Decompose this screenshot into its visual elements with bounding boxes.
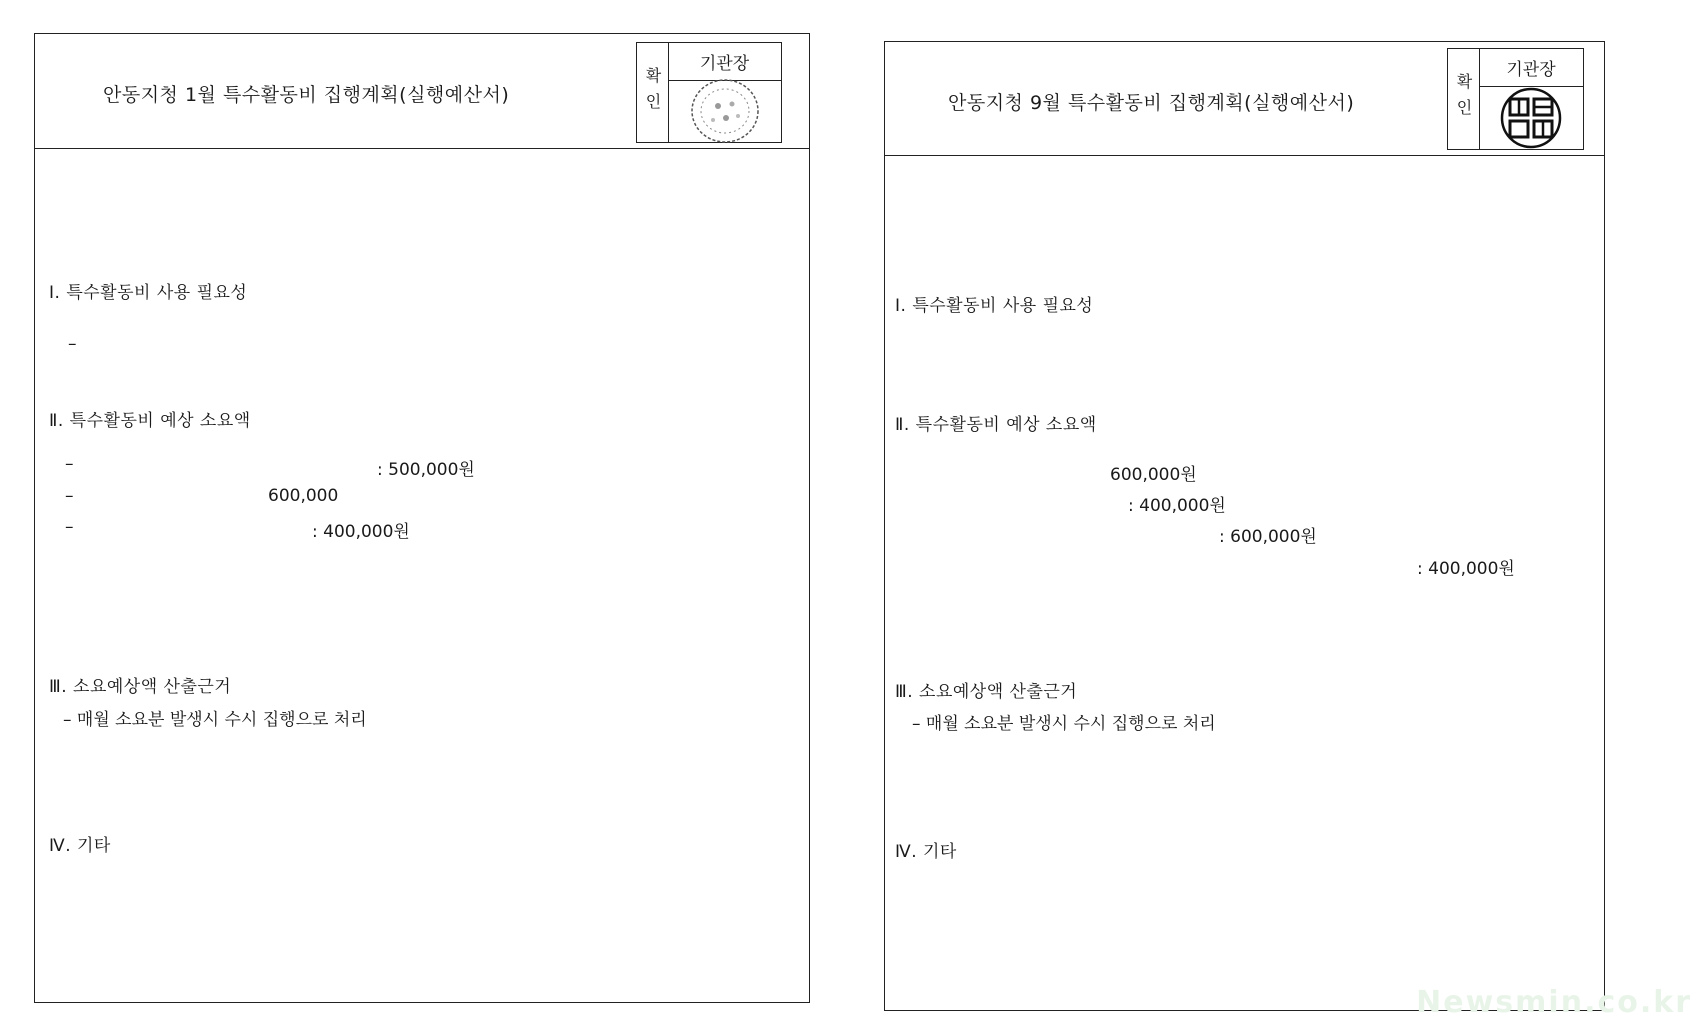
amount-line: 600,000원 bbox=[1110, 465, 1197, 485]
amount-line: : 400,000원 bbox=[1128, 496, 1226, 516]
official-seal-icon bbox=[1498, 87, 1564, 149]
amount-line: : 500,000원 bbox=[377, 460, 475, 480]
agency-head-label: 기관장 bbox=[1479, 49, 1583, 87]
amount-line: : 400,000원 bbox=[1417, 559, 1515, 579]
section-heading-basis: Ⅲ. 소요예상액 산출근거 bbox=[49, 677, 232, 697]
document-header bbox=[885, 42, 1604, 156]
confirm-label: 확인 bbox=[637, 43, 669, 142]
document-title: 안동지청 9월 특수활동비 집행계획(실행예산서) bbox=[948, 92, 1355, 114]
document-header bbox=[35, 34, 809, 149]
amount-dash: – bbox=[65, 517, 74, 537]
amount-line: : 400,000원 bbox=[312, 522, 410, 542]
approval-box bbox=[1447, 48, 1584, 150]
need-dash: – bbox=[68, 334, 77, 354]
section-heading-basis: Ⅲ. 소요예상액 산출근거 bbox=[895, 682, 1078, 702]
amount-dash: – bbox=[65, 486, 74, 506]
document-title: 안동지청 1월 특수활동비 집행계획(실행예산서) bbox=[103, 84, 510, 106]
approval-box bbox=[636, 42, 782, 143]
basis-line: – 매월 소요분 발생시 수시 집행으로 처리 bbox=[912, 714, 1216, 734]
document-september bbox=[884, 41, 1605, 1011]
amount-line: 600,000 bbox=[268, 486, 339, 506]
section-heading-other: Ⅳ. 기타 bbox=[895, 842, 957, 862]
document-january bbox=[34, 33, 810, 1003]
confirm-label: 확인 bbox=[1448, 49, 1480, 149]
section-heading-other: Ⅳ. 기타 bbox=[49, 836, 111, 856]
section-heading-need: Ⅰ. 특수활동비 사용 필요성 bbox=[49, 283, 248, 303]
official-seal-icon bbox=[688, 76, 762, 146]
section-heading-amount: Ⅱ. 특수활동비 예상 소요액 bbox=[895, 415, 1097, 435]
amount-line: : 600,000원 bbox=[1219, 527, 1317, 547]
signature-cell bbox=[1479, 86, 1583, 149]
basis-line: – 매월 소요분 발생시 수시 집행으로 처리 bbox=[63, 710, 367, 730]
signature-cell bbox=[668, 80, 781, 142]
agency-head-label: 기관장 bbox=[668, 43, 781, 81]
section-heading-amount: Ⅱ. 특수활동비 예상 소요액 bbox=[49, 411, 251, 431]
watermark: Newsmin.co.kr bbox=[1416, 985, 1692, 1020]
section-heading-need: Ⅰ. 특수활동비 사용 필요성 bbox=[895, 296, 1094, 316]
amount-dash: – bbox=[65, 454, 74, 474]
